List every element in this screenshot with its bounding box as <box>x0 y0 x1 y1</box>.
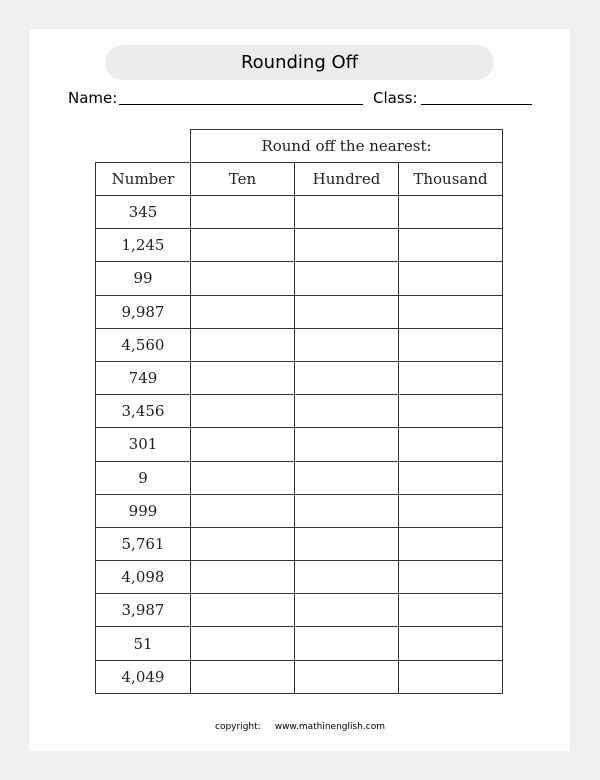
table-row <box>96 229 503 262</box>
table-row <box>96 395 503 428</box>
answer-thousand-cell[interactable] <box>399 295 503 328</box>
footer <box>0 722 600 732</box>
number-cell: 4,098 <box>96 561 191 594</box>
answer-ten-cell[interactable] <box>191 428 295 461</box>
number-cell: 4,049 <box>96 660 191 693</box>
number-cell: 999 <box>96 494 191 527</box>
answer-thousand-cell[interactable] <box>399 461 503 494</box>
number-cell: 9,987 <box>96 295 191 328</box>
answer-ten-cell[interactable] <box>191 262 295 295</box>
worksheet-title <box>105 45 494 80</box>
website-link[interactable]: www.mathinenglish.com <box>274 722 385 732</box>
answer-ten-cell[interactable] <box>191 295 295 328</box>
number-cell: 9 <box>96 461 191 494</box>
rounding-table <box>95 129 503 694</box>
answer-thousand-cell[interactable] <box>399 561 503 594</box>
answer-thousand-cell[interactable] <box>399 229 503 262</box>
answer-ten-cell[interactable] <box>191 627 295 660</box>
number-cell: 1,245 <box>96 229 191 262</box>
number-cell: 345 <box>96 196 191 229</box>
number-cell: 4,560 <box>96 328 191 361</box>
header-hundred: Hundred <box>295 163 399 196</box>
answer-hundred-cell[interactable] <box>295 295 399 328</box>
answer-thousand-cell[interactable] <box>399 627 503 660</box>
number-cell: 301 <box>96 428 191 461</box>
answer-hundred-cell[interactable] <box>295 527 399 560</box>
number-cell: 51 <box>96 627 191 660</box>
table-row <box>96 527 503 560</box>
answer-ten-cell[interactable] <box>191 461 295 494</box>
table-row <box>96 594 503 627</box>
answer-hundred-cell[interactable] <box>295 461 399 494</box>
answer-hundred-cell[interactable] <box>295 229 399 262</box>
answer-hundred-cell[interactable] <box>295 262 399 295</box>
answer-thousand-cell[interactable] <box>399 494 503 527</box>
table-row <box>96 660 503 693</box>
copyright-label: copyright: <box>215 722 261 732</box>
header-thousand: Thousand <box>399 163 503 196</box>
answer-ten-cell[interactable] <box>191 328 295 361</box>
answer-ten-cell[interactable] <box>191 527 295 560</box>
answer-ten-cell[interactable] <box>191 494 295 527</box>
answer-hundred-cell[interactable] <box>295 361 399 394</box>
table-row <box>96 328 503 361</box>
answer-thousand-cell[interactable] <box>399 594 503 627</box>
answer-thousand-cell[interactable] <box>399 428 503 461</box>
answer-hundred-cell[interactable] <box>295 561 399 594</box>
empty-corner-cell <box>96 130 191 163</box>
answer-ten-cell[interactable] <box>191 660 295 693</box>
number-cell: 3,987 <box>96 594 191 627</box>
class-label: Class: <box>373 89 418 107</box>
number-cell: 749 <box>96 361 191 394</box>
answer-hundred-cell[interactable] <box>295 660 399 693</box>
number-cell: 3,456 <box>96 395 191 428</box>
title-text: Rounding Off <box>240 52 359 73</box>
answer-hundred-cell[interactable] <box>295 395 399 428</box>
answer-ten-cell[interactable] <box>191 361 295 394</box>
answer-ten-cell[interactable] <box>191 229 295 262</box>
answer-thousand-cell[interactable] <box>399 660 503 693</box>
answer-thousand-cell[interactable] <box>399 262 503 295</box>
table-row <box>96 461 503 494</box>
header-ten: Ten <box>191 163 295 196</box>
answer-thousand-cell[interactable] <box>399 328 503 361</box>
class-blank-line[interactable] <box>421 104 532 105</box>
table-row <box>96 627 503 660</box>
answer-ten-cell[interactable] <box>191 196 295 229</box>
number-cell: 99 <box>96 262 191 295</box>
table-row <box>96 561 503 594</box>
round-off-caption: Round off the nearest: <box>191 130 503 163</box>
answer-hundred-cell[interactable] <box>295 627 399 660</box>
table-row <box>96 295 503 328</box>
caption-row <box>96 130 503 163</box>
number-cell: 5,761 <box>96 527 191 560</box>
header-number: Number <box>96 163 191 196</box>
header-row <box>96 163 503 196</box>
name-blank-line[interactable] <box>119 104 363 105</box>
answer-ten-cell[interactable] <box>191 594 295 627</box>
answer-hundred-cell[interactable] <box>295 594 399 627</box>
answer-thousand-cell[interactable] <box>399 527 503 560</box>
answer-ten-cell[interactable] <box>191 395 295 428</box>
answer-hundred-cell[interactable] <box>295 328 399 361</box>
answer-hundred-cell[interactable] <box>295 428 399 461</box>
answer-thousand-cell[interactable] <box>399 196 503 229</box>
table-row <box>96 428 503 461</box>
answer-ten-cell[interactable] <box>191 561 295 594</box>
table-row <box>96 196 503 229</box>
table-row <box>96 262 503 295</box>
table-row <box>96 494 503 527</box>
answer-thousand-cell[interactable] <box>399 361 503 394</box>
answer-hundred-cell[interactable] <box>295 196 399 229</box>
answer-thousand-cell[interactable] <box>399 395 503 428</box>
name-label: Name: <box>68 89 118 107</box>
answer-hundred-cell[interactable] <box>295 494 399 527</box>
table-row <box>96 361 503 394</box>
